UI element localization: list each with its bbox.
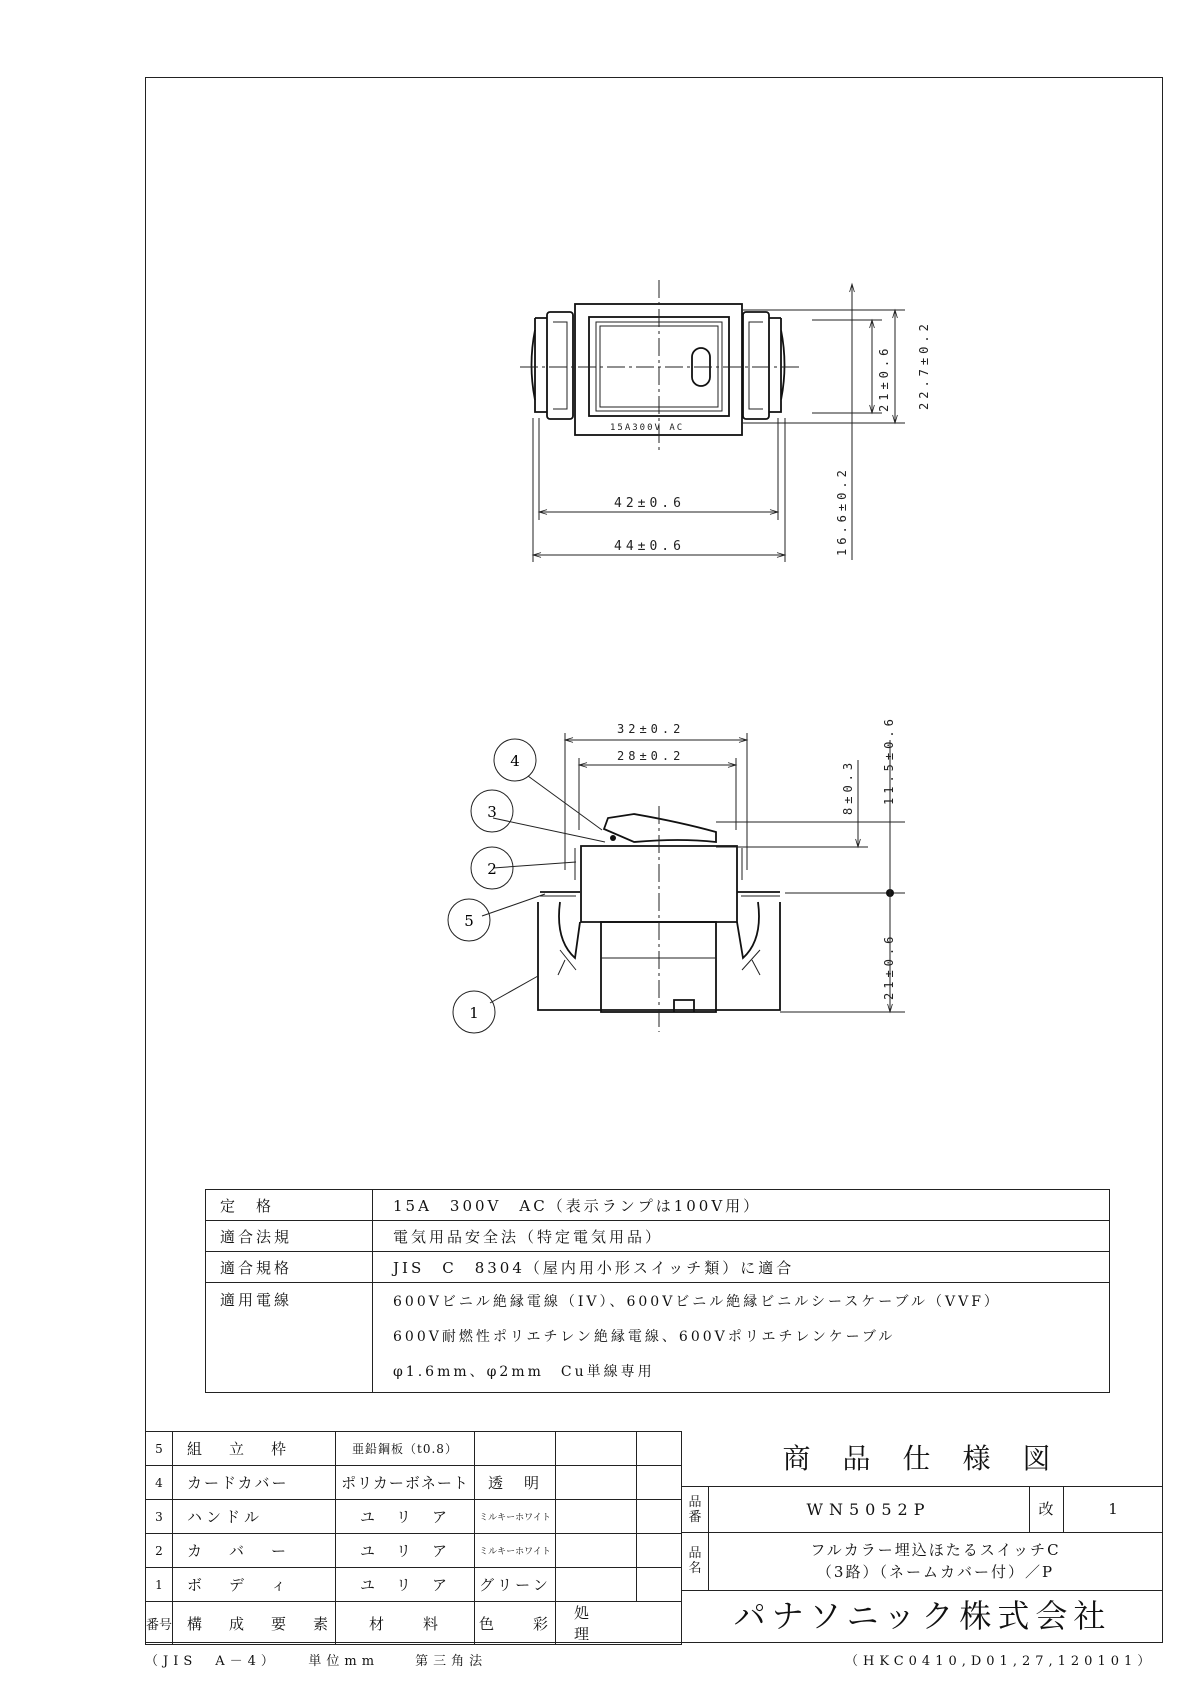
spec-label: 適合規格: [206, 1252, 373, 1283]
part-treatment: [556, 1432, 637, 1466]
dim-44: 44±0.6: [614, 539, 685, 554]
part-material: ポリカーボネート: [336, 1466, 475, 1500]
wire-line-1: 600Vビニル絶縁電線（IV）、600Vビニル絶縁ビニルシースケーブル（VVF）: [393, 1294, 1001, 1310]
part-name: ハンドル: [173, 1500, 336, 1534]
dim-42: 42±0.6: [614, 496, 685, 511]
dim-21-top: 21±0.6: [877, 344, 891, 412]
part-material: ユ リ ア: [336, 1534, 475, 1568]
doc-title: 商品仕様図: [682, 1431, 1163, 1487]
spec-value: 15A 300V AC（表示ランプは100V用）: [373, 1190, 1110, 1221]
part-color: ミルキーホワイト: [475, 1500, 556, 1534]
part-name: カードカバー: [173, 1466, 336, 1500]
part-no-label: 品 番: [682, 1487, 709, 1532]
header-name: 構 成 要 素: [173, 1602, 336, 1645]
spec-label: 定 格: [206, 1190, 373, 1221]
dim-21-side: 21±0.6: [882, 932, 896, 1000]
part-color: [475, 1432, 556, 1466]
spec-table: [205, 1189, 1110, 1393]
title-block: [682, 1431, 1163, 1643]
spec-row-standard: [206, 1252, 1110, 1283]
part-extra: [637, 1534, 682, 1568]
spec-row-law: [206, 1221, 1110, 1252]
svg-text:4: 4: [510, 752, 520, 770]
spec-row-rating: [206, 1190, 1110, 1221]
header-no: 番号: [146, 1602, 173, 1645]
balloon-3: [471, 790, 513, 832]
dim-32: 32±0.2: [617, 722, 685, 736]
left-frame-clip: [535, 318, 547, 412]
part-color: ミルキーホワイト: [475, 1534, 556, 1568]
revision-label: 改: [1029, 1487, 1064, 1532]
part-no: 2: [146, 1534, 173, 1568]
part-extra: [637, 1432, 682, 1466]
part-color: 透 明: [475, 1466, 556, 1500]
svg-text:2: 2: [487, 860, 497, 878]
footer-standard: （JIS A－4） 単位mm 第三角法: [145, 1654, 488, 1669]
parts-table: [145, 1431, 682, 1645]
header-material: 材 料: [336, 1602, 475, 1645]
product-name-row: [682, 1532, 1163, 1591]
parts-row: [146, 1534, 682, 1568]
product-name-line1: フルカラー埋込ほたるスイッチC: [810, 1541, 1061, 1559]
part-treatment: [556, 1466, 637, 1500]
dim-28: 28±0.2: [617, 749, 685, 763]
name-label: 品 名: [682, 1532, 709, 1590]
dim-16-6: 16.6±0.2: [835, 466, 849, 556]
header-treatment: 処 理: [556, 1602, 682, 1645]
part-number-row: [682, 1487, 1163, 1533]
top-view: [520, 280, 931, 562]
part-no: 4: [146, 1466, 173, 1500]
spec-row-wire: [206, 1283, 1110, 1393]
balloon-5: [448, 899, 490, 941]
part-color: グリーン: [475, 1568, 556, 1602]
parts-row: [146, 1432, 682, 1466]
part-number: WN5052P: [708, 1487, 1030, 1532]
dim-22-7: 22.7±0.2: [917, 320, 931, 410]
wire-line-3: φ1.6mm、φ2mm Cu単線専用: [393, 1364, 655, 1380]
dim-11-5: 11.5±0.6: [882, 715, 896, 805]
spec-label: 適合法規: [206, 1221, 373, 1252]
part-name: 組 立 枠: [173, 1432, 336, 1466]
revision-value: 1: [1108, 1500, 1118, 1518]
parts-row: [146, 1466, 682, 1500]
product-name: [708, 1532, 1163, 1590]
parts-row: [146, 1568, 682, 1602]
plate-label: 15A300V AC: [610, 423, 685, 433]
svg-text:1: 1: [469, 1004, 479, 1022]
product-name-line2: （3路）（ネームカバー付）／P: [816, 1563, 1055, 1581]
balloon-2: [471, 847, 513, 889]
side-view: [448, 715, 905, 1033]
part-name: カ バ ー: [173, 1534, 336, 1568]
parts-row: [146, 1500, 682, 1534]
part-treatment: [556, 1500, 637, 1534]
part-material: 亜鉛鋼板（t0.8）: [336, 1432, 475, 1466]
svg-text:3: 3: [487, 803, 497, 821]
part-no: 1: [146, 1568, 173, 1602]
company-name: パナソニック株式会社: [733, 1597, 1112, 1635]
part-material: ユ リ ア: [336, 1500, 475, 1534]
spec-value: 電気用品安全法（特定電気用品）: [373, 1221, 1110, 1252]
part-treatment: [556, 1534, 637, 1568]
part-extra: [637, 1500, 682, 1534]
part-extra: [637, 1466, 682, 1500]
part-no: 3: [146, 1500, 173, 1534]
part-treatment: [556, 1568, 637, 1602]
balloon-1: [453, 991, 495, 1033]
svg-text:5: 5: [464, 912, 474, 930]
parts-header-row: [146, 1602, 682, 1645]
balloon-4: [494, 739, 536, 781]
footer-code: （HKC0410,D01,27,120101）: [845, 1654, 1156, 1669]
part-material: ユ リ ア: [336, 1568, 475, 1602]
spec-value: JIS C 8304（屋内用小形スイッチ類）に適合: [373, 1252, 1110, 1283]
part-no: 5: [146, 1432, 173, 1466]
spec-label: 適用電線: [206, 1283, 373, 1393]
dim-8: 8±0.3: [841, 758, 855, 815]
part-extra: [637, 1568, 682, 1602]
part-name: ボ デ ィ: [173, 1568, 336, 1602]
wire-line-2: 600V耐燃性ポリエチレン絶縁電線、600Vポリエチレンケーブル: [393, 1329, 896, 1345]
header-color: 色 彩: [475, 1602, 556, 1645]
